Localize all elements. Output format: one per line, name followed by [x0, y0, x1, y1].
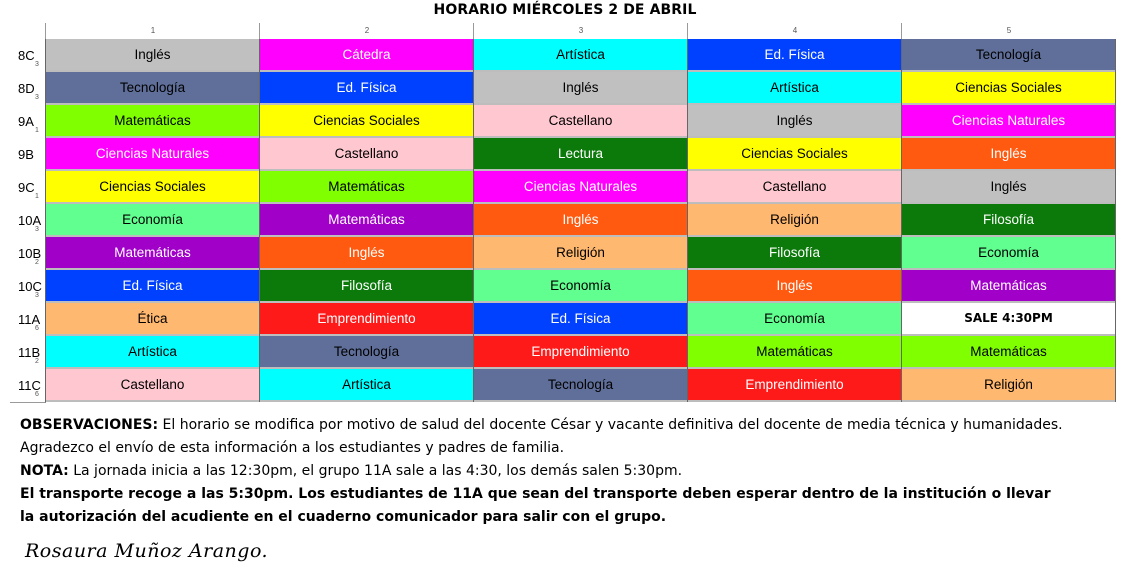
class-cell [260, 237, 473, 270]
group-label [10, 369, 46, 403]
subject-label: Inglés [348, 245, 385, 260]
group-name: 9A [18, 114, 34, 129]
subject-label: Inglés [562, 212, 599, 227]
class-cell [46, 39, 259, 72]
subject-label: Filosofía [982, 212, 1035, 227]
group-subscript: 2 [35, 259, 39, 266]
group-subscript: 1 [35, 193, 39, 200]
class-cell [474, 336, 687, 369]
period-header: 5 [901, 23, 1116, 39]
class-cell [474, 270, 687, 303]
schedule-row [10, 204, 1115, 237]
schedule-row [10, 72, 1115, 105]
subject-label: Tecnología [119, 80, 186, 95]
class-cell [902, 72, 1115, 105]
class-cell [46, 303, 259, 336]
column-divider [473, 39, 474, 402]
subject-label: Castellano [762, 179, 827, 194]
subject-label: Economía [122, 212, 183, 227]
class-cell [474, 39, 687, 72]
class-cell [688, 369, 901, 402]
subject-label: Artística [770, 80, 819, 95]
class-cell [688, 204, 901, 237]
group-name: 9C [18, 180, 35, 195]
schedule-title: HORARIO MIÉRCOLES 2 DE ABRIL [433, 2, 697, 18]
class-cell [688, 39, 901, 72]
observations-label: OBSERVACIONES: [20, 417, 159, 433]
subject-label: Ciencias Naturales [523, 179, 638, 194]
signature: Rosaura Muñoz Arango. [25, 540, 269, 562]
schedule-row [10, 39, 1115, 72]
group-name: 10C [18, 279, 42, 294]
subject-label: Ed. Física [336, 80, 397, 95]
class-cell [688, 138, 901, 171]
subject-label: Ciencias Sociales [955, 80, 1062, 95]
subject-label: Ciencias Sociales [313, 113, 420, 128]
group-name: 10B [18, 246, 42, 261]
subject-label: Emprendimiento [317, 311, 416, 326]
group-subscript: 3 [35, 61, 39, 68]
column-divider [901, 39, 902, 402]
subject-label: Inglés [562, 80, 599, 95]
group-subscript: 6 [35, 325, 39, 332]
group-name: 11C [18, 378, 41, 393]
column-divider [1115, 39, 1116, 402]
subject-label: Tecnología [975, 47, 1042, 62]
subject-label: Ciencias Naturales [95, 146, 210, 161]
subject-label: Ciencias Sociales [741, 146, 848, 161]
period-header: 2 [259, 23, 474, 39]
nota-line [20, 460, 1130, 483]
subject-label: Cátedra [342, 47, 391, 62]
class-cell [474, 138, 687, 171]
class-cell [902, 369, 1115, 402]
group-name: 9B [18, 147, 34, 162]
subject-label: Castellano [334, 146, 399, 161]
subject-label: Ciencias Naturales [951, 113, 1066, 128]
transport-line-1: El transporte recoge a las 5:30pm. Los estudiantes de 11A que sean del transporte deben esperar dentro de la institución o llevar [20, 486, 1051, 502]
subject-label: Ciencias Sociales [99, 179, 206, 194]
class-cell [46, 138, 259, 171]
group-label [10, 270, 46, 304]
subject-label: Artística [556, 47, 605, 62]
nota-text: La jornada inicia a las 12:30pm, el grupo 11A sale a las 4:30, los demás salen 5:30pm. [68, 463, 683, 479]
subject-label: SALE 4:30PM [964, 311, 1053, 325]
group-name: 11A [18, 312, 41, 327]
schedule-row [10, 171, 1115, 204]
group-label [10, 204, 46, 238]
schedule-row [10, 237, 1115, 270]
class-cell [260, 369, 473, 402]
class-cell [46, 204, 259, 237]
class-cell [688, 72, 901, 105]
group-label [10, 336, 46, 370]
column-divider [45, 39, 46, 402]
class-cell [260, 105, 473, 138]
group-label [10, 138, 46, 172]
subject-label: Inglés [776, 278, 813, 293]
column-divider [687, 39, 688, 402]
class-cell [260, 72, 473, 105]
group-label [10, 237, 46, 271]
class-cell [688, 237, 901, 270]
subject-label: Religión [984, 377, 1033, 392]
class-cell [46, 369, 259, 402]
subject-label: Emprendimiento [745, 377, 844, 392]
class-cell [474, 171, 687, 204]
schedule-row [10, 369, 1115, 402]
observations-line [20, 414, 1130, 437]
subject-label: Ed. Física [764, 47, 825, 62]
class-cell [688, 105, 901, 138]
class-cell [46, 336, 259, 369]
class-cell [260, 270, 473, 303]
group-label [10, 72, 46, 106]
class-cell [902, 39, 1115, 72]
class-cell [688, 303, 901, 336]
group-subscript: 3 [35, 226, 39, 233]
period-header: 1 [45, 23, 260, 39]
thanks-line: Agradezco el envío de esta información a los estudiantes y padres de familia. [20, 440, 565, 456]
subject-label: Religión [770, 212, 819, 227]
class-cell [902, 336, 1115, 369]
subject-label: Artística [342, 377, 391, 392]
class-cell [902, 171, 1115, 204]
class-cell [46, 270, 259, 303]
group-label [10, 303, 46, 337]
subject-label: Inglés [990, 179, 1027, 194]
period-header: 3 [473, 23, 688, 39]
subject-label: Economía [764, 311, 825, 326]
notes-block [20, 414, 1130, 529]
subject-label: Castellano [120, 377, 185, 392]
subject-label: Economía [550, 278, 611, 293]
class-cell [46, 237, 259, 270]
subject-label: Religión [556, 245, 605, 260]
class-cell [474, 204, 687, 237]
class-cell [260, 303, 473, 336]
subject-label: Ed. Física [122, 278, 183, 293]
class-cell [474, 237, 687, 270]
class-cell [260, 204, 473, 237]
class-cell [260, 171, 473, 204]
group-subscript: 2 [35, 358, 39, 365]
subject-label: Matemáticas [328, 179, 405, 194]
subject-label: Filosofía [768, 245, 821, 260]
subject-label: Matemáticas [114, 113, 191, 128]
class-cell [260, 336, 473, 369]
class-cell [474, 303, 687, 336]
subject-label: Artística [128, 344, 177, 359]
class-cell [474, 72, 687, 105]
class-cell [46, 171, 259, 204]
nota-label: NOTA: [20, 463, 69, 479]
transport-line-2: la autorización del acudiente en el cuaderno comunicador para salir con el grupo. [20, 509, 667, 525]
schedule-row [10, 138, 1115, 171]
class-cell [474, 369, 687, 402]
group-subscript: 6 [35, 391, 39, 398]
subject-label: Tecnología [547, 377, 614, 392]
schedule-row [10, 270, 1115, 303]
subject-label: Tecnología [333, 344, 400, 359]
class-cell [902, 105, 1115, 138]
class-cell [260, 138, 473, 171]
subject-label: Castellano [548, 113, 613, 128]
class-cell [260, 39, 473, 72]
group-name: 11B [18, 345, 41, 360]
class-cell [902, 138, 1115, 171]
class-cell [46, 72, 259, 105]
class-cell [688, 171, 901, 204]
group-label [10, 171, 46, 205]
group-name: 8C [18, 48, 35, 63]
class-cell [902, 237, 1115, 270]
class-cell [474, 105, 687, 138]
class-cell [46, 105, 259, 138]
subject-label: Ética [137, 311, 168, 326]
group-subscript: 1 [35, 127, 39, 134]
period-header: 4 [687, 23, 902, 39]
schedule-row [10, 336, 1115, 369]
group-subscript: 3 [35, 292, 39, 299]
class-cell [688, 336, 901, 369]
subject-label: Matemáticas [114, 245, 191, 260]
class-cell [902, 303, 1115, 336]
subject-label: Matemáticas [970, 278, 1047, 293]
schedule-row [10, 105, 1115, 138]
group-name: 8D [18, 81, 35, 96]
subject-label: Emprendimiento [531, 344, 630, 359]
group-name: 10A [18, 213, 42, 228]
group-subscript: 3 [35, 94, 39, 101]
group-label [10, 39, 46, 73]
group-label [10, 105, 46, 139]
observations-text: El horario se modifica por motivo de salud del docente César y vacante definitiva del docente de media técnica y humanidades. [158, 417, 1063, 433]
class-cell [902, 270, 1115, 303]
subject-label: Lectura [557, 146, 604, 161]
subject-label: Filosofía [340, 278, 393, 293]
subject-label: Matemáticas [970, 344, 1047, 359]
subject-label: Inglés [990, 146, 1027, 161]
subject-label: Matemáticas [328, 212, 405, 227]
schedule-row [10, 303, 1115, 336]
class-cell [902, 204, 1115, 237]
subject-label: Inglés [776, 113, 813, 128]
subject-label: Inglés [134, 47, 171, 62]
column-divider [259, 39, 260, 402]
class-cell [688, 270, 901, 303]
subject-label: Matemáticas [756, 344, 833, 359]
subject-label: Economía [978, 245, 1039, 260]
subject-label: Ed. Física [550, 311, 611, 326]
